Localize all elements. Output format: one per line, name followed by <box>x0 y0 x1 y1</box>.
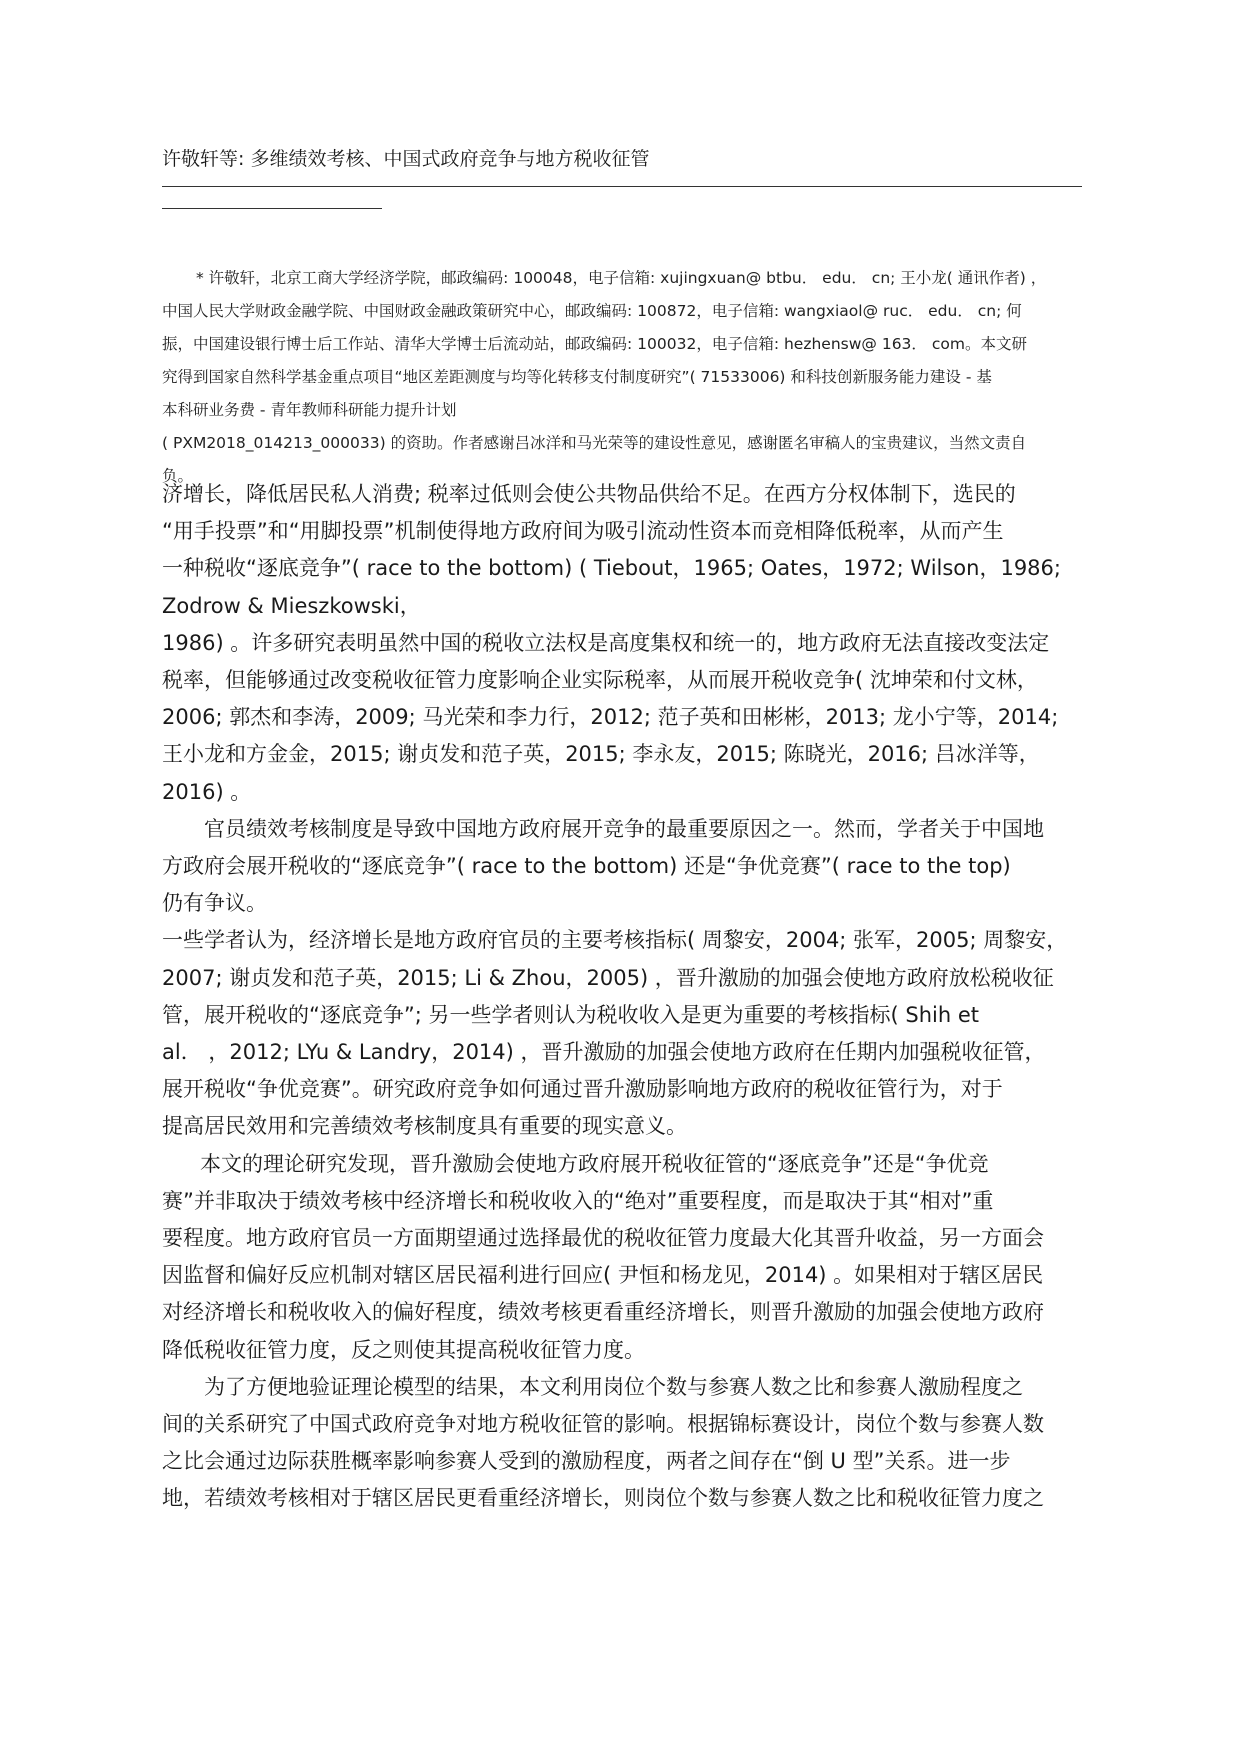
body-line: 因监督和偏好反应机制对辖区居民福利进行回应( 尹恒和杨龙见，2014) 。如果相对于辖区居民 <box>162 1263 1044 1288</box>
body-line: 2007; 谢贞发和范子英，2015; Li & Zhou，2005) ，晋升激励的加强会使地方政府放松税收征 <box>162 965 1054 990</box>
body-line: 济增长，降低居民私人消费; 税率过低则会使公共物品供给不足。在西方分权体制下，选民的 <box>162 482 1016 506</box>
body-line: 方政府会展开税收的“逐底竞争”( race to the bottom) 还是“争优竞赛”( race to the top) <box>162 854 1011 879</box>
body-line: 要程度。地方政府官员一方面期望通过选择最优的税收征管力度最大化其晋升收益，另一方面会 <box>162 1226 1044 1251</box>
body-line: 一些学者认为，经济增长是地方政府官员的主要考核指标( 周黎安，2004; 张军，2005; 周黎安， <box>162 928 1068 953</box>
body-line: 1986) 。许多研究表明虽然中国的税收立法权是高度集权和统一的，地方政府无法直接改变法定 <box>162 630 1050 655</box>
footnote-line: 本科研业务费 - 青年教师科研能力提升计划 <box>162 401 457 419</box>
body-line: 王小龙和方金金，2015; 谢贞发和范子英，2015; 李永友，2015; 陈晓光，2016; 吕冰洋等， <box>162 742 1040 767</box>
body-line: 2016) 。 <box>162 779 252 804</box>
body-line: Zodrow & Mieszkowski， <box>162 593 421 618</box>
footnote-rule <box>162 208 382 209</box>
footnote-line: 究得到国家自然科学基金重点项目“地区差距测度与均等化转移支付制度研究”( 71533006) 和科技创新服务能力建设 - 基 <box>162 368 992 386</box>
body-line: al． ，2012; LYu & Landry，2014) ，晋升激励的加强会使地方政府在任期内加强税收征管， <box>162 1040 1046 1065</box>
running-header: 许敬轩等: 多维绩效考核、中国式政府竞争与地方税收征管 <box>162 148 650 170</box>
author-footnote <box>162 262 1092 493</box>
body-line: 降低税收征管力度，反之则使其提高税收征管力度。 <box>162 1337 645 1362</box>
body-line: 管，展开税收的“逐底竞争”; 另一些学者则认为税收收入是更为重要的考核指标( Shih et <box>162 1002 979 1027</box>
body-text <box>162 476 1097 1518</box>
body-line: 赛”并非取决于绩效考核中经济增长和税收收入的“绝对”重要程度，而是取决于其“相对”重 <box>162 1188 994 1213</box>
body-line: 提高居民效用和完善绩效考核制度具有重要的现实意义。 <box>162 1114 687 1139</box>
body-line: 2006; 郭杰和李涛，2009; 马光荣和李力行，2012; 范子英和田彬彬，2013; 龙小宁等，2014; <box>162 705 1059 730</box>
body-line: 间的关系研究了中国式政府竞争对地方税收征管的影响。根据锦标赛设计，岗位个数与参赛人数 <box>162 1412 1044 1437</box>
body-line: 为了方便地验证理论模型的结果，本文利用岗位个数与参赛人数之比和参赛人激励程度之 <box>204 1374 1023 1399</box>
body-line: 对经济增长和税收收入的偏好程度，绩效考核更看重经济增长，则晋升激励的加强会使地方政府 <box>162 1300 1044 1325</box>
footnote-line: 振，中国建设银行博士后工作站、清华大学博士后流动站，邮政编码: 100032，电子信箱: hezhensw@ 163． com。本文研 <box>162 335 1027 353</box>
body-line: 之比会通过边际获胜概率影响参赛人受到的激励程度，两者之间存在“倒 U 型”关系。进一步 <box>162 1449 1011 1474</box>
footnote-line: ( PXM2018_014213_000033) 的资助。作者感谢吕冰洋和马光荣等的建设性意见，感谢匿名审稿人的宝贵建议，当然文责自 <box>162 434 1027 452</box>
body-line: 本文的理论研究发现，晋升激励会使地方政府展开税收征管的“逐底竞争”还是“争优竞 <box>200 1151 989 1176</box>
body-line: “用手投票”和“用脚投票”机制使得地方政府间为吸引流动性资本而竞相降低税率，从而产生 <box>162 519 1004 544</box>
body-line: 展开税收“争优竞赛”。研究政府竞争如何通过晋升激励影响地方政府的税收征管行为，对于 <box>162 1077 1003 1102</box>
footnote-line: 中国人民大学财政金融学院、中国财政金融政策研究中心，邮政编码: 100872，电子信箱: wangxiaol@ ruc． edu． cn; 何 <box>162 302 1022 320</box>
body-line: 一种税收“逐底竞争”( race to the bottom) ( Tiebout，1965; Oates，1972; Wilson，1986; <box>162 556 1061 581</box>
body-line: 官员绩效考核制度是导致中国地方政府展开竞争的最重要原因之一。然而，学者关于中国地 <box>204 816 1044 841</box>
footnote-line: 负。 <box>162 467 194 485</box>
body-line: 仍有争议。 <box>162 891 267 916</box>
footnote-line: * 许敬轩，北京工商大学经济学院，邮政编码: 100048，电子信箱: xujingxuan@ btbu． edu． cn; 王小龙( 通讯作者) ， <box>196 269 1047 287</box>
header-rule <box>162 186 1082 187</box>
body-line: 税率，但能够通过改变税收征管力度影响企业实际税率，从而展开税收竞争( 沈坤荣和付文林， <box>162 668 1038 693</box>
body-line: 地，若绩效考核相对于辖区居民更看重经济增长，则岗位个数与参赛人数之比和税收征管力度之 <box>162 1486 1044 1511</box>
